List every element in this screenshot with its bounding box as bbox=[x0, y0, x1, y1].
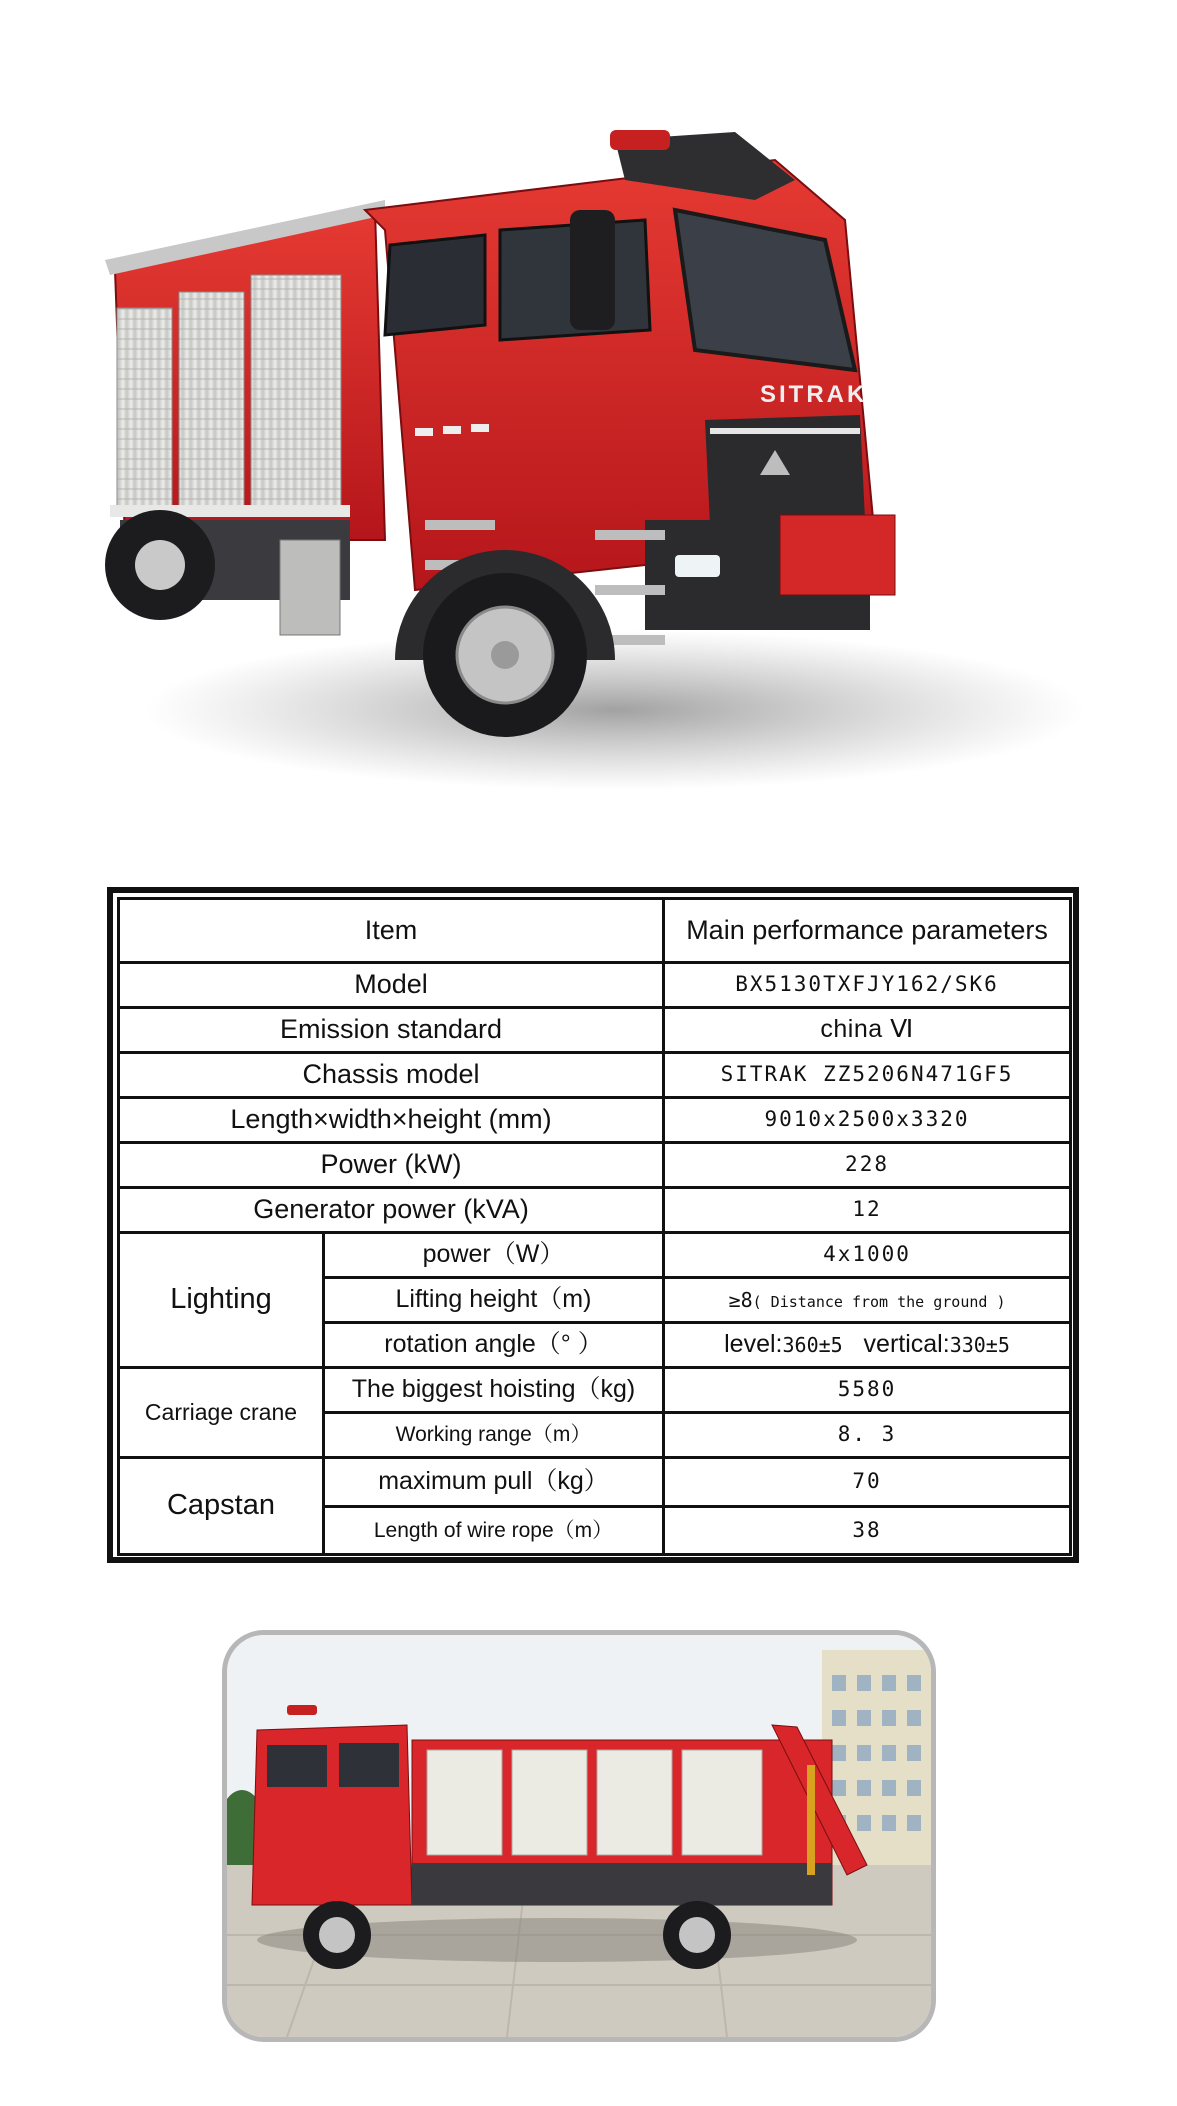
row-label-wire-rope: Length of wire rope（m） bbox=[324, 1507, 664, 1555]
row-label-generator: Generator power (kVA) bbox=[119, 1188, 664, 1233]
row-label-hoisting: The biggest hoisting（kg) bbox=[324, 1368, 664, 1413]
row-label-chassis: Chassis model bbox=[119, 1053, 664, 1098]
header-item: Item bbox=[119, 899, 664, 963]
row-value-wire-rope: 38 bbox=[664, 1507, 1071, 1555]
row-label-working-range: Working range（m） bbox=[324, 1413, 664, 1458]
rotation-vertical-label: vertical: bbox=[863, 1330, 950, 1359]
row-label-emission: Emission standard bbox=[119, 1008, 664, 1053]
cab-brand-text: SITRAK bbox=[760, 381, 868, 408]
lifting-height-value: ≥8 bbox=[728, 1288, 753, 1313]
table-row bbox=[119, 1098, 1071, 1143]
group-label-capstan: Capstan bbox=[119, 1458, 324, 1555]
table-row bbox=[119, 1458, 1071, 1507]
rotation-vertical-value: 330±5 bbox=[949, 1333, 1010, 1358]
row-value-lighting-power: 4x1000 bbox=[664, 1233, 1071, 1278]
row-label-rotation-angle: rotation angle（° ） bbox=[324, 1323, 664, 1368]
row-value-generator: 12 bbox=[664, 1188, 1071, 1233]
row-value-hoisting: 5580 bbox=[664, 1368, 1071, 1413]
row-value-max-pull: 70 bbox=[664, 1458, 1071, 1507]
row-value-lifting-height bbox=[664, 1278, 1071, 1323]
table-row bbox=[119, 1368, 1071, 1413]
spec-table bbox=[117, 897, 1072, 1556]
row-label-lighting-power: power（W） bbox=[324, 1233, 664, 1278]
lifting-height-note: ( Distance from the ground ) bbox=[752, 1293, 1006, 1312]
table-header-row bbox=[119, 899, 1071, 963]
row-value-dimensions: 9010x2500x3320 bbox=[664, 1098, 1071, 1143]
row-value-chassis: SITRAK ZZ5206N471GF5 bbox=[664, 1053, 1071, 1098]
table-row bbox=[119, 963, 1071, 1008]
rotation-level-label: level: bbox=[724, 1330, 783, 1359]
truck-front-image bbox=[55, 70, 1105, 830]
row-label-model: Model bbox=[119, 963, 664, 1008]
row-label-lifting-height: Lifting height（m) bbox=[324, 1278, 664, 1323]
group-label-crane: Carriage crane bbox=[119, 1368, 324, 1458]
group-label-lighting: Lighting bbox=[119, 1233, 324, 1368]
spec-table-frame bbox=[107, 887, 1079, 1563]
rotation-level-value: 360±5 bbox=[782, 1333, 843, 1358]
row-label-dimensions: Length×width×height (mm) bbox=[119, 1098, 664, 1143]
table-row bbox=[119, 1143, 1071, 1188]
row-value-working-range: 8. 3 bbox=[664, 1413, 1071, 1458]
table-row bbox=[119, 1233, 1071, 1278]
table-row bbox=[119, 1188, 1071, 1233]
table-row bbox=[119, 1053, 1071, 1098]
row-label-power: Power (kW) bbox=[119, 1143, 664, 1188]
row-label-max-pull: maximum pull（kg） bbox=[324, 1458, 664, 1507]
header-params: Main performance parameters bbox=[664, 899, 1071, 963]
row-value-emission: china Ⅵ bbox=[664, 1008, 1071, 1053]
row-value-model: BX5130TXFJY162/SK6 bbox=[664, 963, 1071, 1008]
truck-side-photo bbox=[222, 1630, 936, 2042]
row-value-power: 228 bbox=[664, 1143, 1071, 1188]
table-row bbox=[119, 1008, 1071, 1053]
row-value-rotation-angle bbox=[664, 1323, 1071, 1368]
